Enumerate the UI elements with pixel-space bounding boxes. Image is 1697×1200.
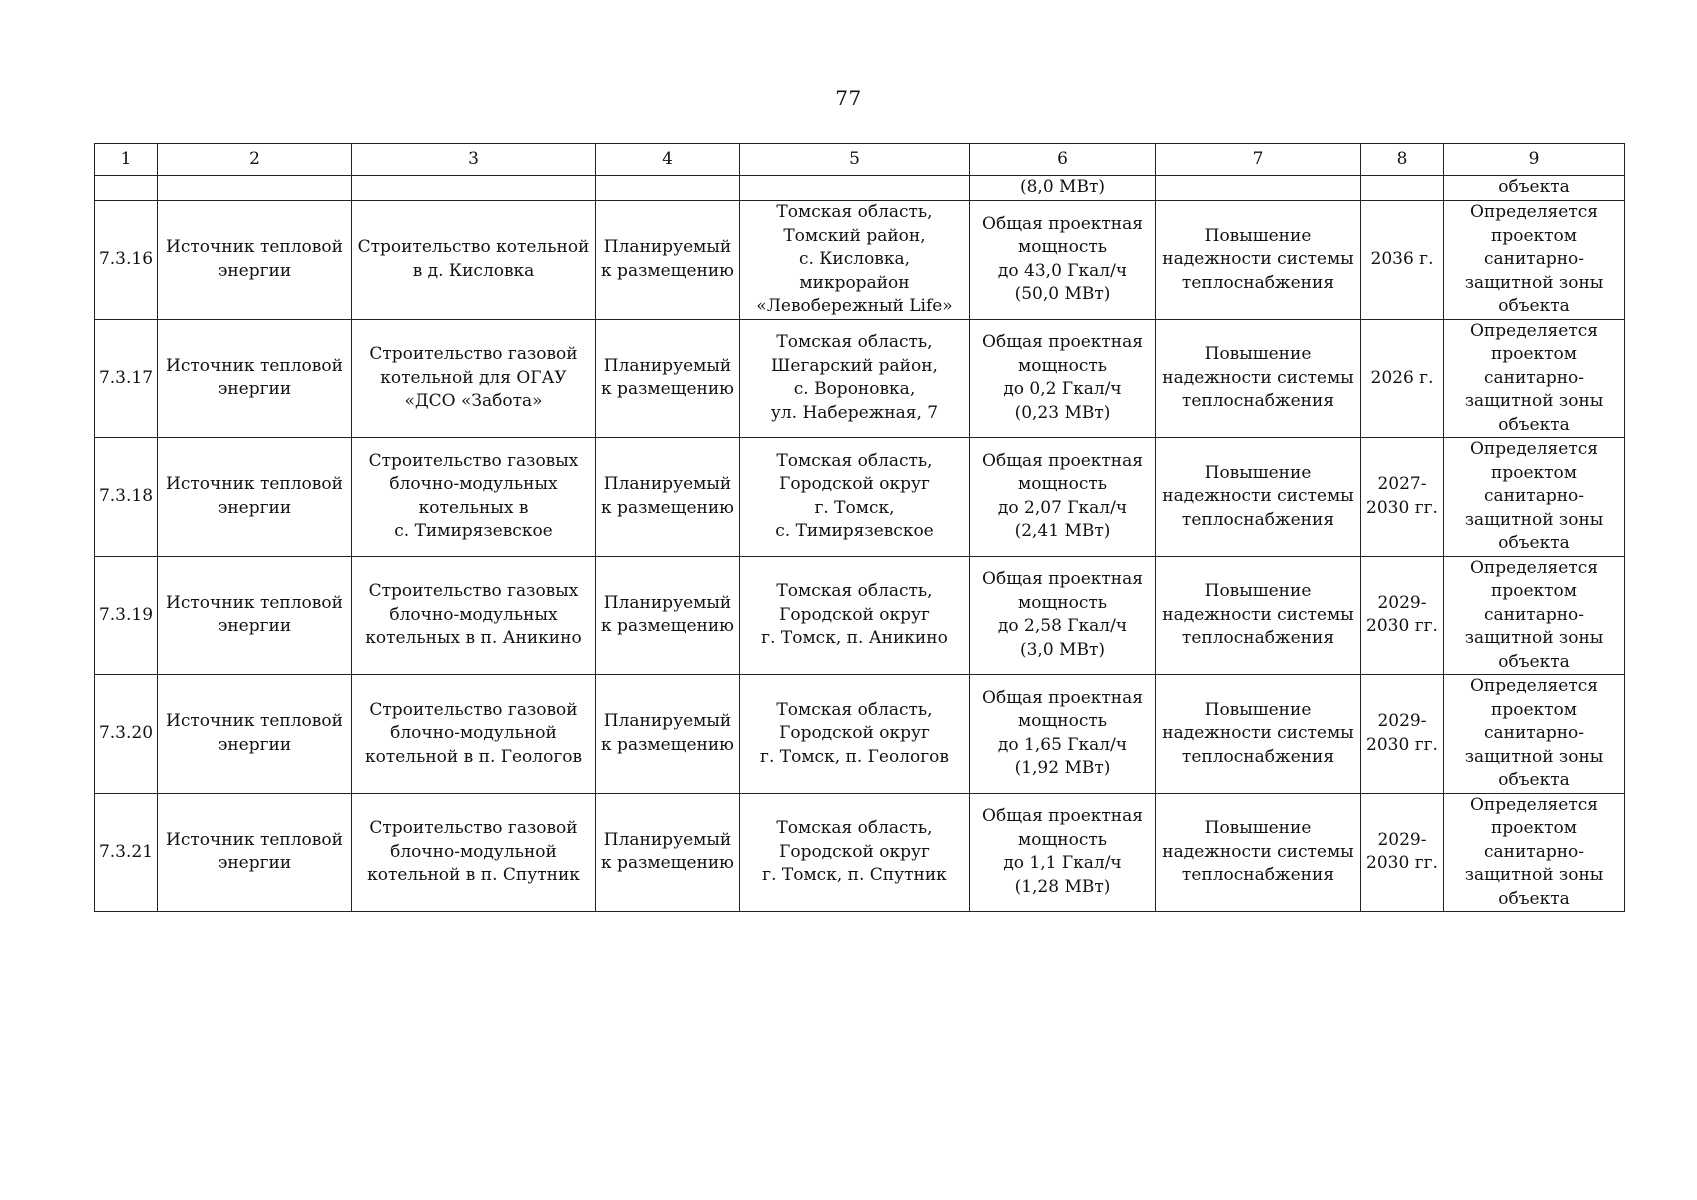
header-cell: 2 xyxy=(158,144,352,176)
sanitary-zone: Определяется проектом санитарно- защитной зоны объекта xyxy=(1444,793,1625,912)
table-cell xyxy=(95,176,158,201)
object-type: Источник тепловой энергии xyxy=(158,556,352,675)
continuation-row xyxy=(95,176,1625,201)
sanitary-zone: Определяется проектом санитарно- защитной зоны объекта xyxy=(1444,438,1625,557)
header-cell: 4 xyxy=(596,144,740,176)
object-status: Планируемый к размещению xyxy=(596,793,740,912)
table-row xyxy=(95,793,1625,912)
object-capacity: Общая проектная мощность до 1,1 Гкал/ч (1,28 МВт) xyxy=(970,793,1156,912)
item-number: 7.3.21 xyxy=(95,793,158,912)
column-number-header-row xyxy=(95,144,1625,176)
table-row xyxy=(95,556,1625,675)
object-year: 2026 г. xyxy=(1361,319,1444,438)
object-status: Планируемый к размещению xyxy=(596,556,740,675)
table-row xyxy=(95,675,1625,794)
object-purpose: Повышение надежности системы теплоснабжения xyxy=(1156,319,1361,438)
object-location: Томская область, Городской округ г. Томск, с. Тимирязевское xyxy=(740,438,970,557)
object-status: Планируемый к размещению xyxy=(596,319,740,438)
object-status: Планируемый к размещению xyxy=(596,675,740,794)
item-number: 7.3.17 xyxy=(95,319,158,438)
header-cell: 3 xyxy=(352,144,596,176)
object-type: Источник тепловой энергии xyxy=(158,319,352,438)
planned-objects-table xyxy=(94,143,1625,912)
object-location: Томская область, Томский район, с. Кисловка, микрорайон «Левобережный Life» xyxy=(740,201,970,320)
item-number: 7.3.20 xyxy=(95,675,158,794)
object-year: 2027- 2030 гг. xyxy=(1361,438,1444,557)
sanitary-zone: Определяется проектом санитарно- защитной зоны объекта xyxy=(1444,201,1625,320)
table-row xyxy=(95,319,1625,438)
object-year: 2036 г. xyxy=(1361,201,1444,320)
object-location: Томская область, Городской округ г. Томск, п. Аникино xyxy=(740,556,970,675)
sanitary-zone: Определяется проектом санитарно- защитной зоны объекта xyxy=(1444,556,1625,675)
object-year: 2029- 2030 гг. xyxy=(1361,556,1444,675)
object-location: Томская область, Городской округ г. Томск, п. Спутник xyxy=(740,793,970,912)
object-purpose: Повышение надежности системы теплоснабжения xyxy=(1156,793,1361,912)
object-capacity: Общая проектная мощность до 43,0 Гкал/ч (50,0 МВт) xyxy=(970,201,1156,320)
object-type: Источник тепловой энергии xyxy=(158,793,352,912)
object-purpose: Повышение надежности системы теплоснабжения xyxy=(1156,201,1361,320)
object-capacity: Общая проектная мощность до 0,2 Гкал/ч (0,23 МВт) xyxy=(970,319,1156,438)
table-row xyxy=(95,438,1625,557)
table-cell: объекта xyxy=(1444,176,1625,201)
table-cell xyxy=(1361,176,1444,201)
object-type: Источник тепловой энергии xyxy=(158,201,352,320)
item-number: 7.3.19 xyxy=(95,556,158,675)
object-status: Планируемый к размещению xyxy=(596,201,740,320)
table-cell xyxy=(352,176,596,201)
header-cell: 6 xyxy=(970,144,1156,176)
item-number: 7.3.16 xyxy=(95,201,158,320)
object-name: Строительство газовых блочно-модульных котельных в с. Тимирязевское xyxy=(352,438,596,557)
table-cell xyxy=(1156,176,1361,201)
header-cell: 7 xyxy=(1156,144,1361,176)
object-year: 2029- 2030 гг. xyxy=(1361,675,1444,794)
table-row xyxy=(95,201,1625,320)
item-number: 7.3.18 xyxy=(95,438,158,557)
table-cell: (8,0 МВт) xyxy=(970,176,1156,201)
object-location: Томская область, Городской округ г. Томск, п. Геологов xyxy=(740,675,970,794)
object-year: 2029- 2030 гг. xyxy=(1361,793,1444,912)
object-name: Строительство газовых блочно-модульных котельных в п. Аникино xyxy=(352,556,596,675)
table-cell xyxy=(158,176,352,201)
object-capacity: Общая проектная мощность до 1,65 Гкал/ч (1,92 МВт) xyxy=(970,675,1156,794)
header-cell: 1 xyxy=(95,144,158,176)
sanitary-zone: Определяется проектом санитарно- защитной зоны объекта xyxy=(1444,319,1625,438)
object-type: Источник тепловой энергии xyxy=(158,438,352,557)
object-purpose: Повышение надежности системы теплоснабжения xyxy=(1156,675,1361,794)
object-name: Строительство газовой блочно-модульной котельной в п. Спутник xyxy=(352,793,596,912)
header-cell: 8 xyxy=(1361,144,1444,176)
page-number: 77 xyxy=(835,86,862,110)
object-name: Строительство котельной в д. Кисловка xyxy=(352,201,596,320)
object-name: Строительство газовой котельной для ОГАУ «ДСО «Забота» xyxy=(352,319,596,438)
object-status: Планируемый к размещению xyxy=(596,438,740,557)
object-capacity: Общая проектная мощность до 2,07 Гкал/ч (2,41 МВт) xyxy=(970,438,1156,557)
object-purpose: Повышение надежности системы теплоснабжения xyxy=(1156,438,1361,557)
table-cell xyxy=(740,176,970,201)
object-location: Томская область, Шегарский район, с. Вороновка, ул. Набережная, 7 xyxy=(740,319,970,438)
object-purpose: Повышение надежности системы теплоснабжения xyxy=(1156,556,1361,675)
object-capacity: Общая проектная мощность до 2,58 Гкал/ч (3,0 МВт) xyxy=(970,556,1156,675)
header-cell: 5 xyxy=(740,144,970,176)
object-name: Строительство газовой блочно-модульной котельной в п. Геологов xyxy=(352,675,596,794)
object-type: Источник тепловой энергии xyxy=(158,675,352,794)
header-cell: 9 xyxy=(1444,144,1625,176)
sanitary-zone: Определяется проектом санитарно- защитной зоны объекта xyxy=(1444,675,1625,794)
table-cell xyxy=(596,176,740,201)
